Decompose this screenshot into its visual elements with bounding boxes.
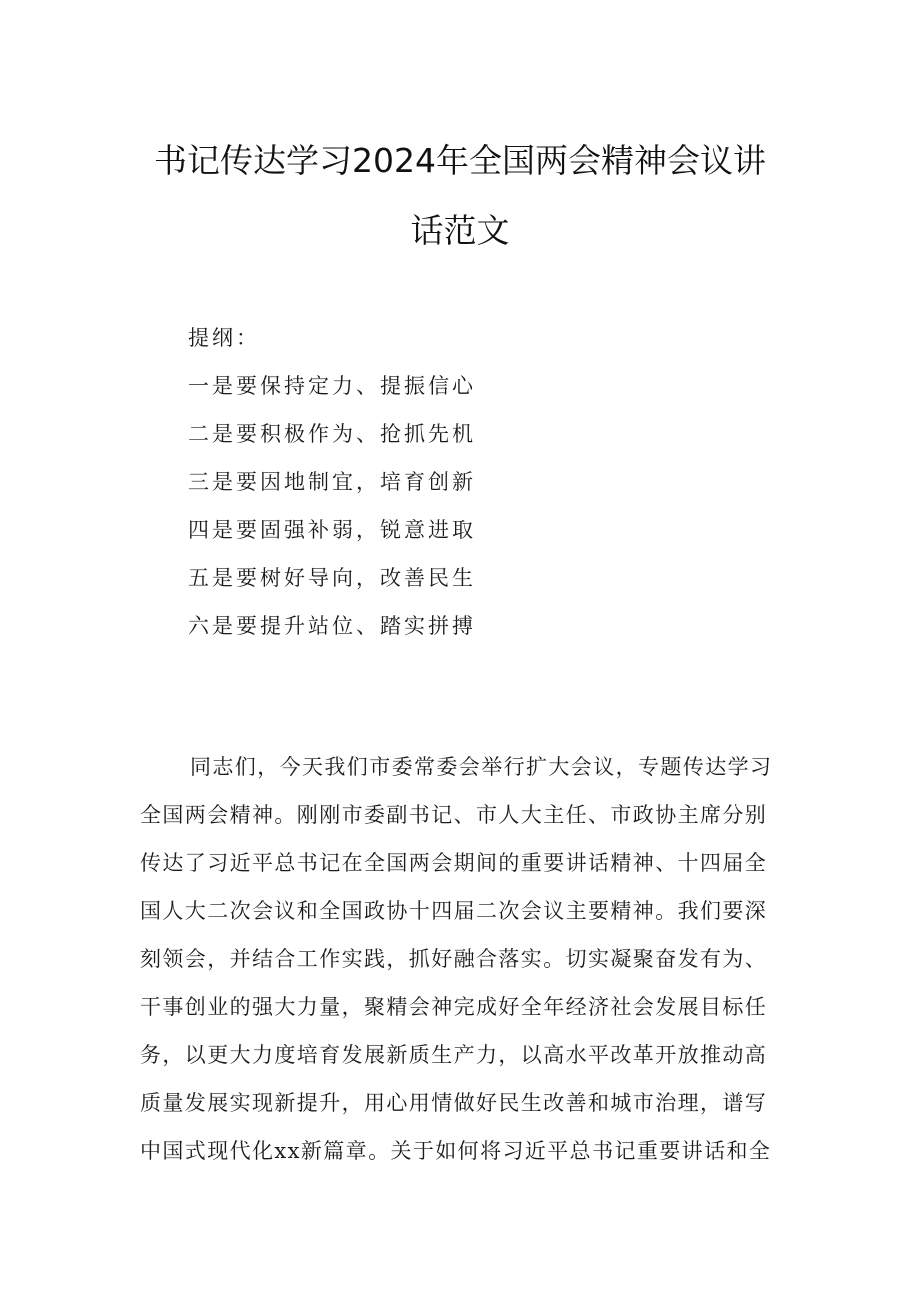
body-line: 国人大二次会议和全国政协十四届二次会议主要精神。我们要深 <box>140 899 768 923</box>
outline-list <box>188 314 588 650</box>
body-line: 中国式现代化xx新篇章。关于如何将习近平总书记重要讲话和全 <box>140 1139 772 1163</box>
document-title-line-2: 话范文 <box>410 211 510 250</box>
outline-item-2: 二是要积极作为、抢抓先机 <box>188 422 476 446</box>
body-line: 刻领会，并结合工作实践，抓好融合落实。切实凝聚奋发有为、 <box>140 947 768 971</box>
outline-heading: 提纲： <box>188 326 260 350</box>
outline-item-4: 四是要固强补弱，锐意进取 <box>188 518 476 542</box>
body-line: 务，以更大力度培育发展新质生产力，以高水平改革开放推动高 <box>140 1043 768 1067</box>
outline-item-1: 一是要保持定力、提振信心 <box>188 374 476 398</box>
outline-item-3: 三是要因地制宜，培育创新 <box>188 470 476 494</box>
body-line: 全国两会精神。刚刚市委副书记、市人大主任、市政协主席分别 <box>140 803 768 827</box>
body-line: 传达了习近平总书记在全国两会期间的重要讲话精神、十四届全 <box>140 851 768 875</box>
body-line: 质量发展实现新提升，用心用情做好民生改善和城市治理，谱写 <box>140 1091 768 1115</box>
body-line: 干事创业的强大力量，聚精会神完成好全年经济社会发展目标任 <box>140 995 768 1019</box>
body-paragraph <box>140 743 800 1175</box>
outline-item-6: 六是要提升站位、踏实拼搏 <box>188 614 476 638</box>
outline-item-5: 五是要树好导向，改善民生 <box>188 566 476 590</box>
document-title-line-1: 书记传达学习2024年全国两会精神会议讲 <box>154 141 766 180</box>
body-line: 同志们，今天我们市委常委会举行扩大会议，专题传达学习 <box>190 755 773 779</box>
